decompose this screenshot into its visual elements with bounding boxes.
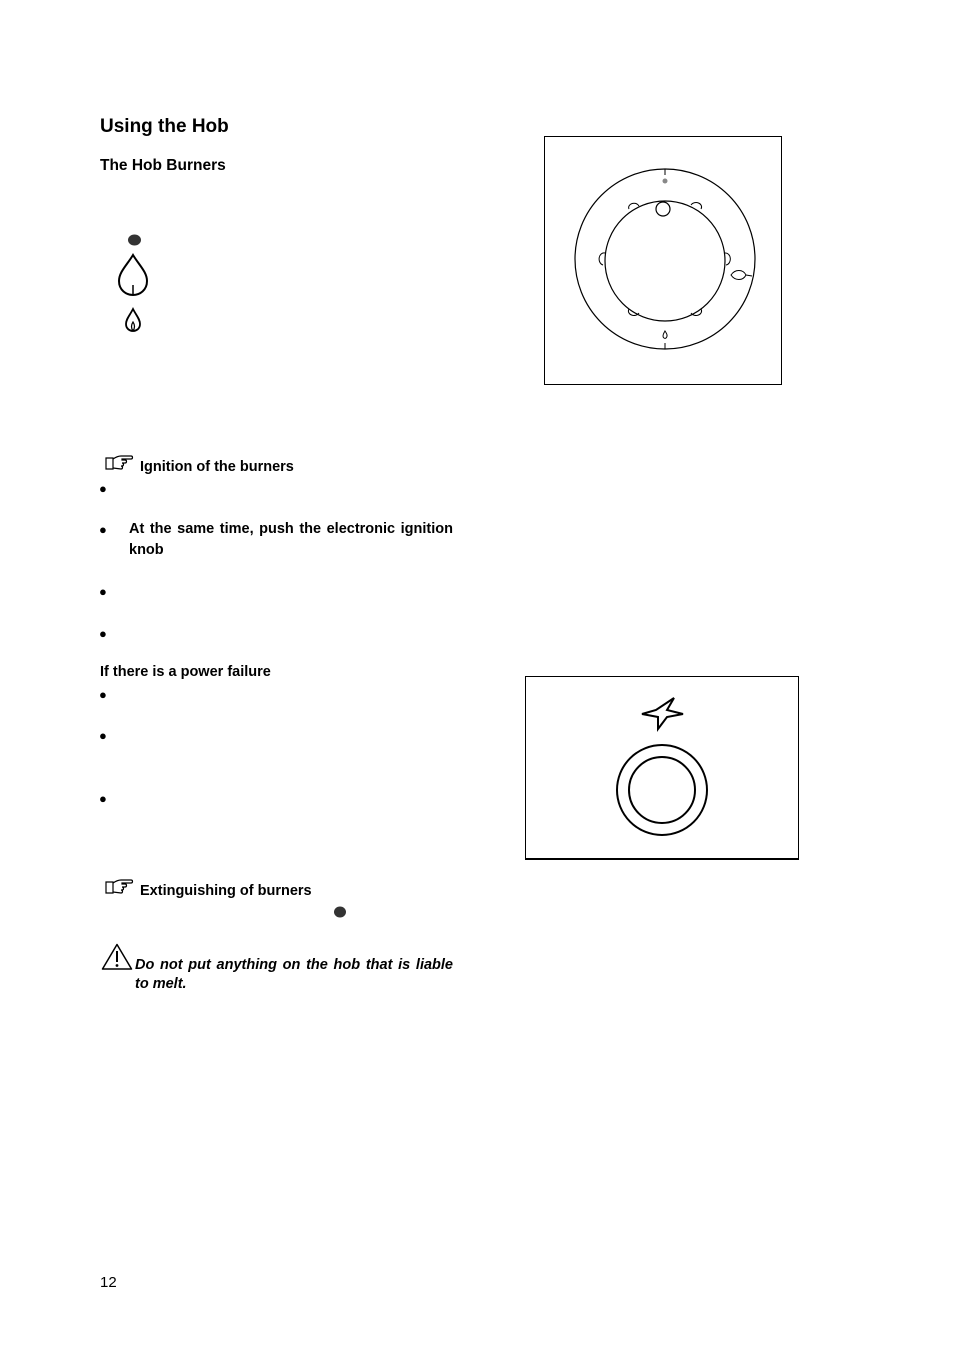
bullet-marker: ● [99, 584, 107, 599]
extinguishing-heading: Extinguishing of burners [140, 883, 312, 899]
ignition-heading: Ignition of the burners [140, 459, 294, 475]
warning-text: Do not put anything on the hob that is liable to melt. [135, 957, 453, 992]
page-title: Using the Hob [100, 116, 229, 137]
bullet-marker: ● [99, 791, 107, 806]
bullet-marker: ● [99, 728, 107, 743]
bullet-marker: ● [99, 481, 107, 496]
pointing-hand-icon [104, 878, 134, 901]
small-flame-icon [124, 307, 142, 338]
bullet-marker: ● [99, 626, 107, 641]
off-dot-icon [333, 905, 347, 923]
bullet-marker: ● [99, 522, 107, 537]
control-knob-diagram [544, 136, 782, 385]
page-number: 12 [100, 1274, 117, 1291]
ignition-button-diagram [525, 676, 799, 860]
bullet-marker: ● [99, 687, 107, 702]
warning-icon [101, 943, 133, 976]
ignition-step-text: At the same time, push the electronic ignition knob [129, 521, 453, 558]
large-flame-icon [116, 253, 150, 302]
pointing-hand-icon [104, 454, 134, 477]
spark-icon [642, 698, 683, 729]
section-subtitle: The Hob Burners [100, 157, 226, 174]
off-dot-icon [127, 233, 142, 251]
power-failure-heading: If there is a power failure [100, 664, 271, 680]
